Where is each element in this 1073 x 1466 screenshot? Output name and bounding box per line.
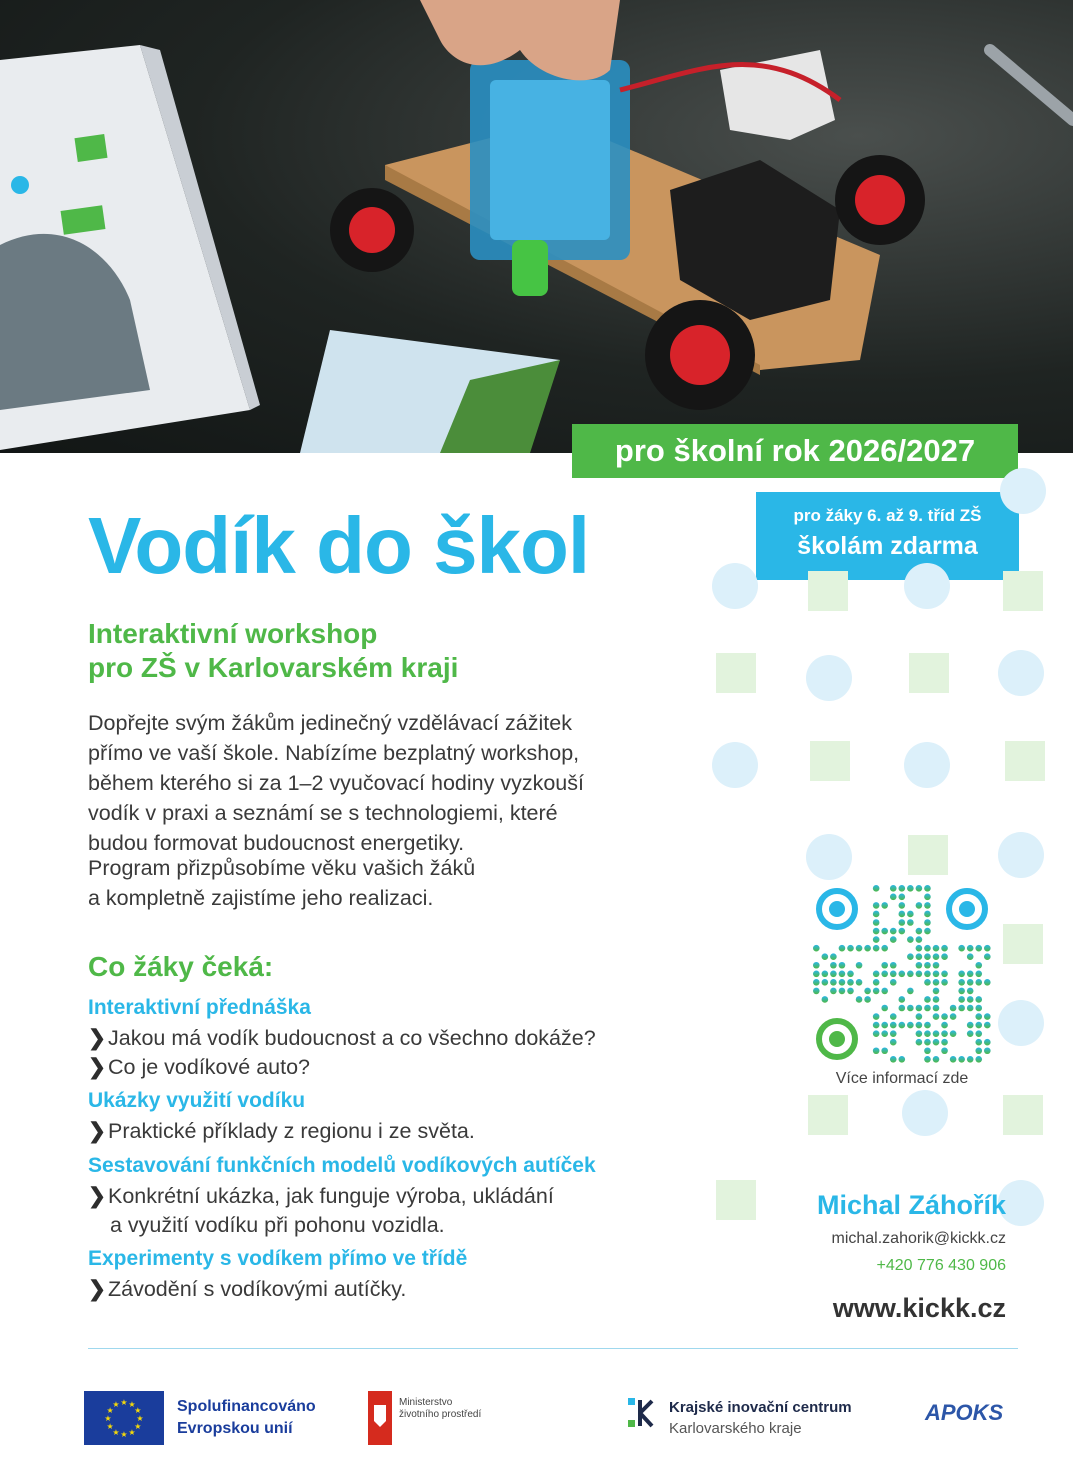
pattern-dot bbox=[712, 742, 758, 788]
apoks-logo: APOKS bbox=[925, 1400, 1004, 1425]
qr-module bbox=[933, 1039, 940, 1046]
qr-caption: Více informací zde bbox=[835, 1070, 969, 1087]
qr-module bbox=[933, 1030, 940, 1037]
qr-module bbox=[907, 885, 914, 892]
kic-label bbox=[669, 1397, 852, 1439]
list-item-text: Konkrétní ukázka, jak funguje výroba, ukládání bbox=[108, 1184, 554, 1208]
pattern-square bbox=[808, 571, 848, 611]
qr-module bbox=[890, 1013, 897, 1020]
list-item-text: Praktické příklady z regionu i ze světa. bbox=[108, 1119, 475, 1143]
qr-module bbox=[958, 1056, 965, 1063]
qr-module bbox=[967, 1005, 974, 1012]
qr-module bbox=[890, 1030, 897, 1037]
pattern-dot bbox=[712, 563, 758, 609]
qr-module bbox=[847, 979, 854, 986]
qr-module bbox=[899, 911, 906, 918]
qr-module bbox=[890, 962, 897, 969]
section-title: Sestavování funkčních modelů vodíkových autíček bbox=[88, 1154, 596, 1177]
eu-star-icon: ★ bbox=[136, 1414, 144, 1423]
hero-photo bbox=[0, 0, 1073, 453]
qr-module bbox=[899, 902, 906, 909]
qr-module bbox=[984, 1013, 991, 1020]
pattern-square bbox=[808, 1095, 848, 1135]
eu-cofinanced-label bbox=[177, 1396, 316, 1440]
qr-module bbox=[933, 1013, 940, 1020]
list-item-text: Závodění s vodíkovými autíčky. bbox=[108, 1277, 407, 1301]
qr-module bbox=[933, 979, 940, 986]
contact-phone[interactable]: +420 776 430 906 bbox=[876, 1257, 1006, 1274]
qr-module bbox=[839, 988, 846, 995]
qr-module bbox=[924, 1056, 931, 1063]
qr-module bbox=[873, 1030, 880, 1037]
qr-module bbox=[881, 902, 888, 909]
intro-line: přímo ve vaší škole. Nabízíme bezplatný workshop, bbox=[88, 741, 580, 765]
qr-module bbox=[899, 885, 906, 892]
qr-module bbox=[941, 1047, 948, 1054]
contact-email[interactable]: michal.zahorik@kickk.cz bbox=[831, 1230, 1006, 1247]
qr-module bbox=[941, 979, 948, 986]
qr-module bbox=[933, 945, 940, 952]
qr-module bbox=[916, 936, 923, 943]
pattern-dot bbox=[806, 834, 852, 880]
program-line: a kompletně zajistíme jeho realizaci. bbox=[88, 886, 434, 910]
qr-module bbox=[822, 953, 829, 960]
qr-module bbox=[873, 902, 880, 909]
qr-module bbox=[975, 1005, 982, 1012]
eu-star-icon: ★ bbox=[104, 1414, 112, 1423]
qr-module bbox=[924, 1047, 931, 1054]
qr-module bbox=[830, 988, 837, 995]
pattern-square bbox=[716, 653, 756, 693]
qr-module bbox=[847, 945, 854, 952]
ministry-line: životního prostředí bbox=[399, 1409, 482, 1420]
eu-star-icon: ★ bbox=[134, 1406, 142, 1415]
qr-module bbox=[899, 928, 906, 935]
eu-star-icon: ★ bbox=[106, 1422, 114, 1431]
qr-module bbox=[924, 945, 931, 952]
qr-module bbox=[856, 945, 863, 952]
qr-module bbox=[933, 1056, 940, 1063]
qr-module bbox=[881, 928, 888, 935]
subtitle-line: pro ZŠ v Karlovarském kraji bbox=[88, 652, 459, 683]
qr-module bbox=[975, 962, 982, 969]
qr-module bbox=[916, 962, 923, 969]
qr-module bbox=[984, 945, 991, 952]
qr-module bbox=[813, 971, 820, 978]
expect-heading: Co žáky čeká: bbox=[88, 951, 274, 982]
qr-module bbox=[890, 979, 897, 986]
qr-module bbox=[975, 979, 982, 986]
school-year-banner bbox=[572, 424, 1018, 478]
intro-line: budou formovat budoucnost energetiky. bbox=[88, 831, 465, 855]
pattern-dot bbox=[1000, 468, 1046, 514]
qr-module bbox=[907, 1022, 914, 1029]
qr-module bbox=[899, 1005, 906, 1012]
section-title: Interaktivní přednáška bbox=[88, 996, 311, 1019]
eu-star-icon: ★ bbox=[112, 1427, 120, 1437]
qr-module bbox=[839, 962, 846, 969]
subtitle-line: Interaktivní workshop bbox=[88, 618, 378, 649]
footer-divider bbox=[88, 1348, 1018, 1349]
qr-module bbox=[984, 953, 991, 960]
pattern-dot bbox=[998, 832, 1044, 878]
qr-code-graphic bbox=[812, 884, 992, 1064]
list-item-continuation: a využití vodíku při pohonu vozidla. bbox=[110, 1213, 445, 1237]
pattern-square bbox=[909, 653, 949, 693]
pattern-square bbox=[1003, 924, 1043, 964]
kic-line: Karlovarského kraje bbox=[669, 1420, 802, 1437]
qr-module bbox=[907, 1005, 914, 1012]
qr-module bbox=[967, 979, 974, 986]
qr-module bbox=[873, 945, 880, 952]
qr-module bbox=[864, 988, 871, 995]
pattern-dot bbox=[904, 742, 950, 788]
qr-module bbox=[941, 945, 948, 952]
website-link[interactable]: www.kickk.cz bbox=[832, 1293, 1006, 1323]
intro-line: Dopřejte svým žákům jedinečný vzdělávací zážitek bbox=[88, 711, 572, 735]
qr-module bbox=[924, 1022, 931, 1029]
qr-module bbox=[933, 971, 940, 978]
pattern-dot bbox=[998, 1000, 1044, 1046]
qr-module bbox=[873, 971, 880, 978]
qr-module bbox=[967, 988, 974, 995]
qr-module bbox=[881, 962, 888, 969]
eu-star-icon: ★ bbox=[128, 1400, 136, 1410]
pattern-dot bbox=[998, 650, 1044, 696]
qr-module bbox=[873, 988, 880, 995]
eu-star-icon: ★ bbox=[106, 1406, 114, 1415]
qr-module bbox=[933, 1005, 940, 1012]
qr-module bbox=[967, 1030, 974, 1037]
eu-star-icon: ★ bbox=[134, 1422, 142, 1431]
qr-module bbox=[899, 971, 906, 978]
qr-module bbox=[856, 962, 863, 969]
chevron-right-icon: ❯ bbox=[88, 1184, 107, 1208]
qr-module bbox=[899, 1022, 906, 1029]
qr-module bbox=[916, 1013, 923, 1020]
qr-module bbox=[873, 1022, 880, 1029]
qr-module bbox=[916, 953, 923, 960]
audience-line: pro žáky 6. až 9. tříd ZŠ bbox=[793, 506, 982, 525]
qr-module bbox=[916, 971, 923, 978]
qr-module bbox=[830, 979, 837, 986]
qr-module bbox=[958, 979, 965, 986]
qr-module bbox=[984, 1039, 991, 1046]
qr-module bbox=[984, 1047, 991, 1054]
qr-module bbox=[916, 885, 923, 892]
qr-module bbox=[847, 971, 854, 978]
intro-paragraph bbox=[88, 708, 584, 858]
qr-module bbox=[890, 1039, 897, 1046]
qr-module bbox=[967, 953, 974, 960]
qr-module bbox=[975, 1022, 982, 1029]
eu-star-icon: ★ bbox=[128, 1427, 136, 1437]
ministry-label bbox=[399, 1397, 481, 1421]
qr-module bbox=[924, 919, 931, 926]
qr-code[interactable] bbox=[812, 884, 992, 1064]
qr-module bbox=[839, 979, 846, 986]
program-line: Program přizpůsobíme věku vašich žáků bbox=[88, 856, 476, 880]
qr-module bbox=[958, 996, 965, 1003]
qr-module bbox=[924, 902, 931, 909]
qr-module bbox=[950, 1013, 957, 1020]
qr-module bbox=[933, 962, 940, 969]
list-item-text: Co je vodíkové auto? bbox=[108, 1055, 310, 1079]
chevron-right-icon: ❯ bbox=[88, 1055, 107, 1079]
qr-module bbox=[890, 936, 897, 943]
qr-module bbox=[975, 1056, 982, 1063]
qr-module bbox=[881, 1022, 888, 1029]
school-year-label: pro školní rok 2026/2027 bbox=[614, 433, 976, 468]
qr-module bbox=[975, 945, 982, 952]
qr-module bbox=[941, 1013, 948, 1020]
qr-module bbox=[890, 894, 897, 901]
pattern-dot bbox=[806, 655, 852, 701]
qr-module bbox=[924, 928, 931, 935]
page-title: Vodík do škol bbox=[88, 501, 590, 590]
qr-module bbox=[975, 1030, 982, 1037]
qr-module bbox=[924, 1030, 931, 1037]
hydrogen-car-photo bbox=[0, 0, 1073, 453]
qr-module bbox=[984, 1022, 991, 1029]
qr-module bbox=[950, 1030, 957, 1037]
qr-module bbox=[933, 953, 940, 960]
qr-module bbox=[813, 979, 820, 986]
qr-module bbox=[975, 1047, 982, 1054]
qr-module bbox=[924, 894, 931, 901]
list-item bbox=[88, 1024, 596, 1052]
qr-module bbox=[873, 928, 880, 935]
qr-module bbox=[933, 988, 940, 995]
qr-module bbox=[881, 1047, 888, 1054]
qr-module bbox=[967, 945, 974, 952]
qr-module bbox=[822, 996, 829, 1003]
qr-module bbox=[924, 962, 931, 969]
pattern-square bbox=[1003, 571, 1043, 611]
qr-module bbox=[890, 971, 897, 978]
ministry-line: Ministerstvo bbox=[399, 1397, 453, 1408]
qr-module bbox=[967, 1056, 974, 1063]
qr-module bbox=[847, 988, 854, 995]
eu-line: Evropskou unií bbox=[177, 1420, 293, 1437]
section-title: Ukázky využití vodíku bbox=[88, 1089, 306, 1112]
qr-module bbox=[941, 971, 948, 978]
qr-module bbox=[907, 911, 914, 918]
qr-module bbox=[924, 885, 931, 892]
pattern-square bbox=[908, 835, 948, 875]
list-item bbox=[88, 1182, 554, 1210]
qr-module bbox=[907, 988, 914, 995]
pattern-dot bbox=[902, 1090, 948, 1136]
audience-badge bbox=[756, 492, 1019, 580]
qr-module bbox=[907, 936, 914, 943]
qr-module bbox=[958, 945, 965, 952]
qr-module bbox=[916, 1039, 923, 1046]
chevron-right-icon: ❯ bbox=[88, 1026, 107, 1050]
intro-line: během kterého si za 1–2 vyučovací hodiny vyzkouší bbox=[88, 771, 584, 795]
qr-module bbox=[830, 962, 837, 969]
pattern-square bbox=[716, 1180, 756, 1220]
chevron-right-icon: ❯ bbox=[88, 1119, 107, 1143]
qr-module bbox=[958, 1005, 965, 1012]
eu-line: Spolufinancováno bbox=[177, 1398, 316, 1415]
qr-module bbox=[924, 1005, 931, 1012]
qr-module bbox=[958, 988, 965, 995]
list-item-text: Jakou má vodík budoucnost a co všechno dokáže? bbox=[108, 1026, 596, 1050]
qr-module bbox=[813, 945, 820, 952]
qr-module bbox=[975, 1039, 982, 1046]
free-for-schools-label: školám zdarma bbox=[797, 532, 978, 560]
qr-module bbox=[881, 988, 888, 995]
qr-module bbox=[899, 894, 906, 901]
qr-module bbox=[813, 988, 820, 995]
qr-module bbox=[907, 953, 914, 960]
qr-module bbox=[890, 928, 897, 935]
pattern-square bbox=[810, 741, 850, 781]
chevron-right-icon: ❯ bbox=[88, 1277, 107, 1301]
list-item bbox=[88, 1275, 406, 1303]
eu-star-icon: ★ bbox=[112, 1400, 120, 1410]
qr-module bbox=[856, 996, 863, 1003]
qr-module bbox=[941, 953, 948, 960]
qr-module bbox=[916, 945, 923, 952]
qr-module bbox=[890, 1056, 897, 1063]
qr-module bbox=[873, 885, 880, 892]
qr-module bbox=[881, 1030, 888, 1037]
subtitle bbox=[88, 617, 458, 685]
qr-module bbox=[916, 1030, 923, 1037]
qr-module bbox=[924, 953, 931, 960]
pattern-dot bbox=[904, 563, 950, 609]
kic-line: Krajské inovační centrum bbox=[669, 1399, 852, 1416]
qr-module bbox=[941, 1022, 948, 1029]
qr-module bbox=[916, 1022, 923, 1029]
qr-module bbox=[924, 979, 931, 986]
qr-module bbox=[916, 1005, 923, 1012]
qr-module bbox=[864, 945, 871, 952]
qr-module bbox=[899, 996, 906, 1003]
qr-module bbox=[830, 971, 837, 978]
qr-module bbox=[881, 1005, 888, 1012]
qr-module bbox=[967, 1022, 974, 1029]
qr-module bbox=[813, 962, 820, 969]
qr-module bbox=[899, 919, 906, 926]
qr-module bbox=[958, 971, 965, 978]
qr-module bbox=[864, 996, 871, 1003]
list-item bbox=[88, 1117, 475, 1145]
pattern-square bbox=[1003, 1095, 1043, 1135]
qr-module bbox=[890, 885, 897, 892]
ministry-emblem-icon bbox=[368, 1391, 392, 1445]
qr-module bbox=[941, 1039, 948, 1046]
qr-module bbox=[950, 1005, 957, 1012]
qr-module bbox=[924, 996, 931, 1003]
qr-module bbox=[924, 971, 931, 978]
qr-module bbox=[822, 979, 829, 986]
qr-module bbox=[967, 996, 974, 1003]
qr-module bbox=[950, 1056, 957, 1063]
qr-module bbox=[822, 971, 829, 978]
eu-flag-icon bbox=[84, 1391, 164, 1445]
eu-star-icon: ★ bbox=[120, 1430, 128, 1439]
program-paragraph bbox=[88, 853, 475, 913]
qr-module bbox=[873, 936, 880, 943]
qr-module bbox=[933, 996, 940, 1003]
pattern-square bbox=[1005, 741, 1045, 781]
qr-module bbox=[941, 1030, 948, 1037]
qr-module bbox=[907, 919, 914, 926]
qr-module bbox=[899, 1056, 906, 1063]
intro-line: vodík v praxi a seznámí se s technologiemi, které bbox=[88, 801, 558, 825]
qr-module bbox=[907, 971, 914, 978]
qr-module bbox=[839, 945, 846, 952]
qr-module bbox=[839, 971, 846, 978]
contact-name: Michal Záhořík bbox=[816, 1190, 1006, 1220]
qr-module bbox=[975, 1013, 982, 1020]
qr-module bbox=[873, 979, 880, 986]
qr-module bbox=[873, 911, 880, 918]
section-title: Experimenty s vodíkem přímo ve třídě bbox=[88, 1247, 468, 1270]
qr-module bbox=[881, 971, 888, 978]
qr-module bbox=[924, 911, 931, 918]
qr-module bbox=[967, 971, 974, 978]
list-item bbox=[88, 1053, 310, 1081]
qr-module bbox=[984, 979, 991, 986]
qr-module bbox=[975, 971, 982, 978]
kic-logo-icon bbox=[628, 1398, 656, 1430]
qr-module bbox=[924, 1039, 931, 1046]
qr-module bbox=[916, 902, 923, 909]
eu-star-icon: ★ bbox=[120, 1398, 128, 1407]
qr-module bbox=[873, 919, 880, 926]
qr-module bbox=[830, 953, 837, 960]
qr-module bbox=[890, 1022, 897, 1029]
qr-module bbox=[916, 928, 923, 935]
qr-module bbox=[873, 1047, 880, 1054]
qr-module bbox=[881, 945, 888, 952]
qr-module bbox=[873, 1013, 880, 1020]
qr-module bbox=[856, 979, 863, 986]
qr-module bbox=[975, 996, 982, 1003]
